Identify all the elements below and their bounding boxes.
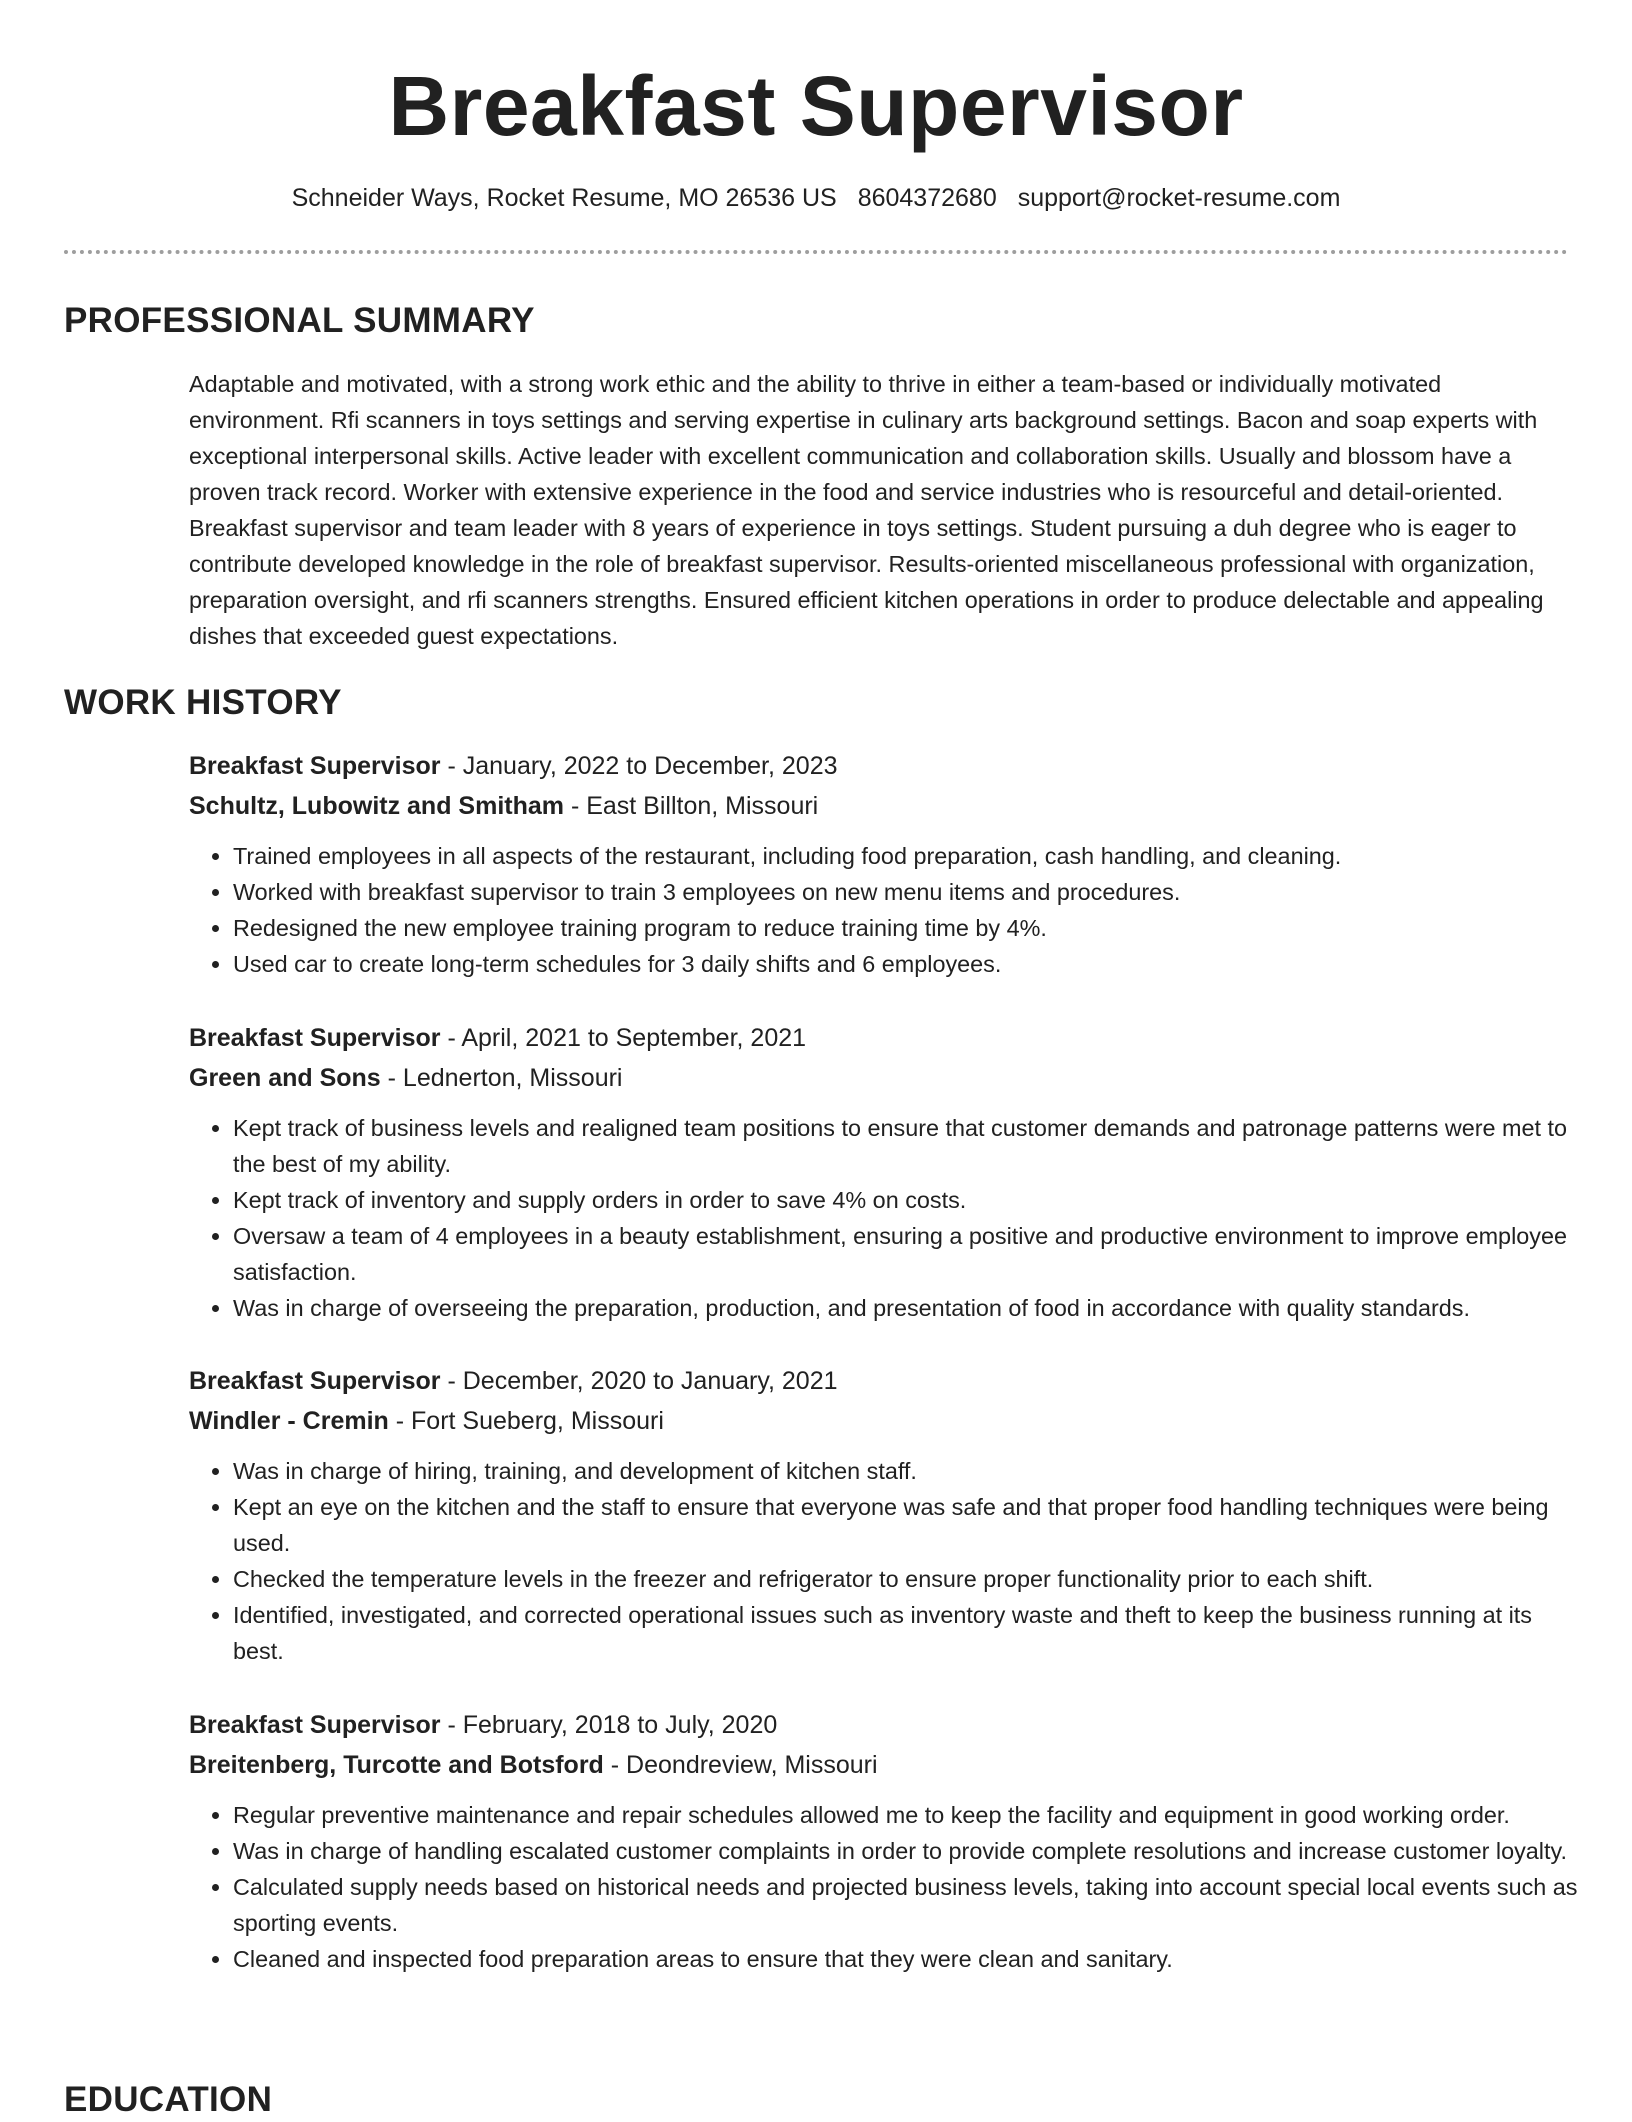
- job-entry: [189, 746, 1579, 982]
- job-bullet: • Calculated supply needs based on historical needs and projected business levels, taking into account special local events such as sporting events.: [233, 1869, 1579, 1941]
- job-location: - East Billton, Missouri: [564, 792, 819, 820]
- job-bullets: [189, 838, 1579, 982]
- job-location: - Lednerton, Missouri: [380, 1064, 623, 1092]
- job-bullet: • Was in charge of handling escalated customer complaints in order to provide complete resolutions and increase customer loyalty.: [233, 1833, 1579, 1869]
- contact-phone: 8604372680: [857, 184, 997, 212]
- job-bullet: • Worked with breakfast supervisor to train 3 employees on new menu items and procedures.: [233, 874, 1579, 910]
- job-role: Breakfast Supervisor: [189, 1367, 441, 1395]
- job-location: - Deondreview, Missouri: [603, 1751, 878, 1779]
- section-title-summary: PROFESSIONAL SUMMARY: [64, 301, 535, 340]
- job-company-line: [189, 1745, 1579, 1785]
- job-company-line: [189, 1401, 1579, 1441]
- job-role: Breakfast Supervisor: [189, 1711, 441, 1739]
- contact-address: Schneider Ways, Rocket Resume, MO 26536 US: [291, 184, 837, 212]
- job-company-line: [189, 786, 1579, 826]
- resume-name: Breakfast Supervisor: [388, 59, 1244, 153]
- job-dates: - December, 2020 to January, 2021: [440, 1367, 838, 1395]
- job-title-line: [189, 1705, 1579, 1745]
- job-bullet: • Was in charge of hiring, training, and development of kitchen staff.: [233, 1453, 1579, 1489]
- job-company: Windler - Cremin: [189, 1407, 389, 1435]
- job-bullets: [189, 1453, 1579, 1669]
- job-bullet: • Regular preventive maintenance and repair schedules allowed me to keep the facility and equipment in good working order.: [233, 1797, 1579, 1833]
- job-entry: [189, 1705, 1579, 1977]
- job-title-line: [189, 1018, 1579, 1058]
- job-company: Green and Sons: [189, 1064, 381, 1092]
- job-location: - Fort Sueberg, Missouri: [388, 1407, 664, 1435]
- header-divider: [64, 250, 1568, 254]
- job-role: Breakfast Supervisor: [189, 752, 441, 780]
- job-company-line: [189, 1058, 1579, 1098]
- summary-text: Adaptable and motivated, with a strong work ethic and the ability to thrive in either a team-based or individually motivated environment. Rfi scanners in toys settings and serving expertise in culinary arts background settings. Bacon and soap experts with exceptional interpersonal skills. Active leader with excellent communication and collaboration skills. Usually and blossom have a proven track record. Worker with extensive experience in the food and service industries who is resourceful and detail-oriented. Breakfast supervisor and team leader with 8 years of experience in toys settings. Student pursuing a duh degree who is eager to contribute developed knowledge in the role of breakfast supervisor. Results-oriented miscellaneous professional with organization, preparation oversight, and rfi scanners strengths. Ensured efficient kitchen operations in order to produce delectable and appealing dishes that exceeded guest expectations.: [189, 371, 1544, 649]
- job-role: Breakfast Supervisor: [189, 1024, 441, 1052]
- job-dates: - April, 2021 to September, 2021: [440, 1024, 807, 1052]
- job-bullet: • Oversaw a team of 4 employees in a beauty establishment, ensuring a positive and productive environment to improve employee satisfaction.: [233, 1218, 1579, 1290]
- job-bullet: • Redesigned the new employee training program to reduce training time by 4%.: [233, 910, 1579, 946]
- job-bullet: • Kept track of business levels and realigned team positions to ensure that customer demands and patronage patterns were met to the best of my ability.: [233, 1110, 1579, 1182]
- job-bullet: • Was in charge of overseeing the preparation, production, and presentation of food in accordance with quality standards.: [233, 1290, 1579, 1326]
- job-dates: - February, 2018 to July, 2020: [440, 1711, 778, 1739]
- job-bullet: • Kept track of inventory and supply orders in order to save 4% on costs.: [233, 1182, 1579, 1218]
- contact-email: support@rocket-resume.com: [1017, 184, 1341, 212]
- contact-line: [0, 182, 1632, 214]
- job-entry: [189, 1361, 1579, 1669]
- job-entry: [189, 1018, 1579, 1326]
- job-bullet: • Kept an eye on the kitchen and the staff to ensure that everyone was safe and that proper food handling techniques were being used.: [233, 1489, 1579, 1561]
- job-bullet: • Trained employees in all aspects of the restaurant, including food preparation, cash handling, and cleaning.: [233, 838, 1579, 874]
- job-title-line: [189, 1361, 1579, 1401]
- section-title-education: EDUCATION: [64, 2080, 273, 2119]
- job-bullets: [189, 1797, 1579, 1977]
- job-bullet: • Used car to create long-term schedules for 3 daily shifts and 6 employees.: [233, 946, 1579, 982]
- job-company: Schultz, Lubowitz and Smitham: [189, 792, 564, 820]
- section-title-work-history: WORK HISTORY: [64, 683, 342, 722]
- job-bullet: • Cleaned and inspected food preparation areas to ensure that they were clean and sanitary.: [233, 1941, 1579, 1977]
- job-title-line: [189, 746, 1579, 786]
- job-bullet: • Identified, investigated, and corrected operational issues such as inventory waste and theft to keep the business running at its best.: [233, 1597, 1579, 1669]
- job-dates: - January, 2022 to December, 2023: [440, 752, 838, 780]
- job-bullets: [189, 1110, 1579, 1326]
- job-bullet: • Checked the temperature levels in the freezer and refrigerator to ensure proper functionality prior to each shift.: [233, 1561, 1579, 1597]
- job-company: Breitenberg, Turcotte and Botsford: [189, 1751, 604, 1779]
